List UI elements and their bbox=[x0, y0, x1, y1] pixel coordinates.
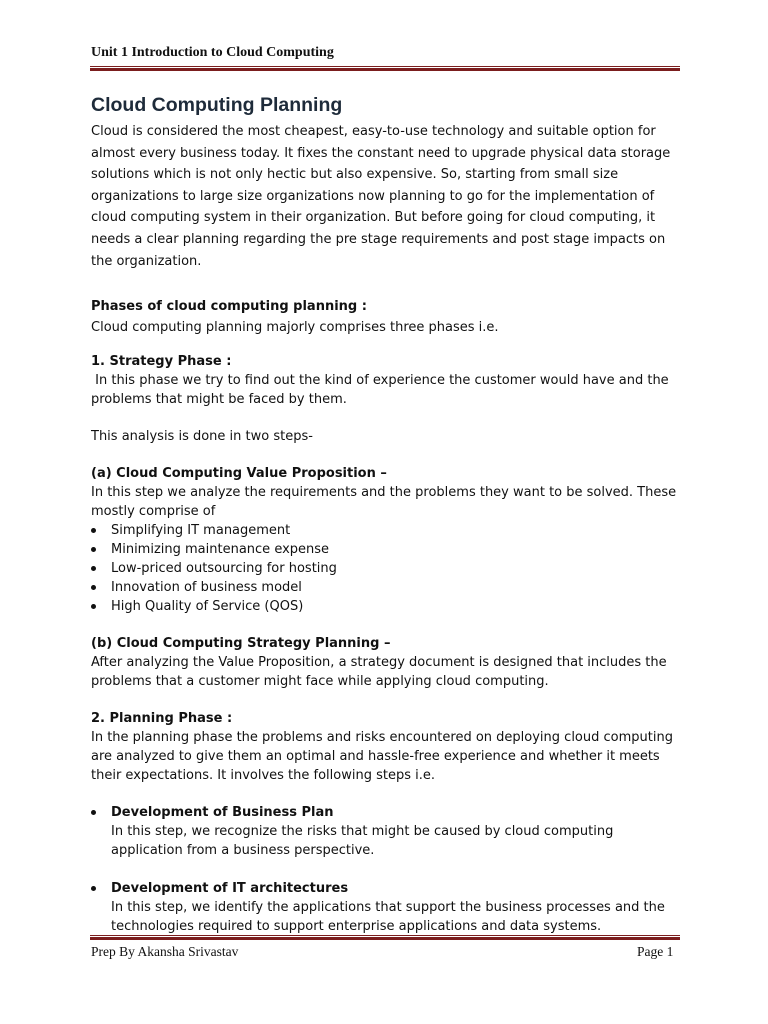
list-item: Simplifying IT management bbox=[91, 521, 683, 540]
planning-phase-heading: 2. Planning Phase : bbox=[91, 711, 233, 727]
analysis-text: This analysis is done in two steps- bbox=[91, 429, 313, 445]
list-item bbox=[91, 879, 683, 936]
business-plan-title: Development of Business Plan bbox=[111, 805, 334, 821]
it-architecture-text: In this step, we identify the applications that support the business processes and the technologies required to support enterprise applications and data systems. bbox=[111, 900, 665, 935]
footer-author: Prep By Akansha Srivastav bbox=[91, 944, 239, 959]
list-item: Low-priced outsourcing for hosting bbox=[91, 559, 683, 578]
strategy-phase-heading: 1. Strategy Phase : bbox=[91, 354, 232, 370]
phases-text: Cloud computing planning majorly comprises three phases i.e. bbox=[91, 320, 499, 336]
value-proposition-heading: (a) Cloud Computing Value Proposition – bbox=[91, 466, 387, 482]
planning-phase-text: In the planning phase the problems and risks encountered on deploying cloud computing are analyzed to give them an optimal and hassle-free experience and whether it meets their expectations. It involves the following steps i.e. bbox=[91, 730, 673, 784]
list-item: High Quality of Service (QOS) bbox=[91, 597, 683, 616]
page-title: Cloud Computing Planning bbox=[91, 94, 343, 116]
intro-paragraph: Cloud is considered the most cheapest, easy-to-use technology and suitable option for almost every business today. It fixes the constant need to upgrade physical data storage solutions which is not only hectic but also expensive. So, starting from small size organizations to large size organizations now planning to go for the implementation of cloud computing system in their organization. But before going for cloud computing, it needs a clear planning regarding the pre stage requirements and post stage impacts on the organization. bbox=[91, 124, 671, 269]
list-item: Innovation of business model bbox=[91, 578, 683, 597]
planning-steps-list bbox=[91, 803, 683, 936]
strategy-planning-text: After analyzing the Value Proposition, a strategy document is designed that includes the problems that a customer might face while applying cloud computing. bbox=[91, 655, 667, 690]
strategy-phase-text: In this phase we try to find out the kind of experience the customer would have and the problems that might be faced by them. bbox=[91, 373, 673, 408]
list-item: Minimizing maintenance expense bbox=[91, 540, 683, 559]
strategy-planning-heading: (b) Cloud Computing Strategy Planning – bbox=[91, 636, 391, 652]
page-number: Page 1 bbox=[637, 944, 674, 959]
value-proposition-text: In this step we analyze the requirements and the problems they want to be solved. These mostly comprise of bbox=[91, 485, 677, 520]
phases-heading: Phases of cloud computing planning : bbox=[91, 299, 367, 315]
header-rule-thick bbox=[90, 68, 680, 71]
value-proposition-list bbox=[91, 521, 683, 616]
running-header: Unit 1 Introduction to Cloud Computing bbox=[91, 45, 334, 60]
footer-rule-thick bbox=[90, 937, 680, 940]
document-body bbox=[91, 92, 683, 936]
it-architecture-title: Development of IT architectures bbox=[111, 881, 349, 897]
footer-rule-thin bbox=[90, 935, 680, 936]
header-rule-thin bbox=[90, 66, 680, 67]
list-item bbox=[91, 803, 683, 860]
business-plan-text: In this step, we recognize the risks that might be caused by cloud computing application from a business perspective. bbox=[111, 824, 614, 859]
